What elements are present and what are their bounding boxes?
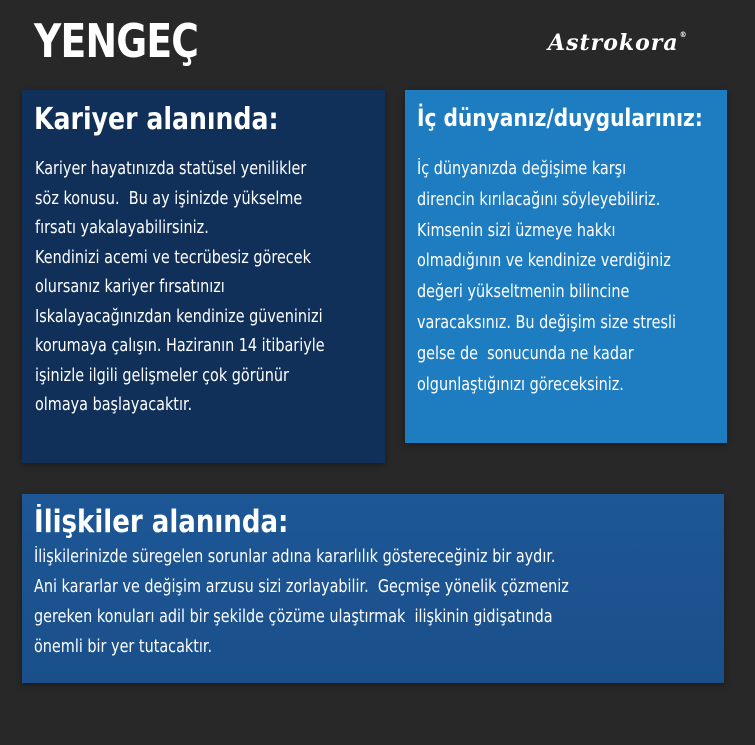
career-heading: Kariyer alanında:	[34, 102, 279, 137]
inner-world-card	[405, 90, 727, 443]
sign-title: YENGEÇ	[34, 14, 199, 68]
inner-world-text: İç dünyanızda değişime karşı direncin kırılacağını söyleyebiliriz. Kimsenin sizi üzmeye hakkı olmadığının ve kendinize verdiğiniz değeri yükseltmenin bilincine varacaksınız. Bu değişim size stresli gelse de sonucunda ne kadar olgunlaştığınızı göreceksiniz.	[417, 158, 676, 395]
brand-name: Astrokora	[548, 30, 679, 56]
brand-logo	[548, 30, 688, 56]
relationships-text: İlişkilerinizde süregelen sorunlar adına kararlılık göstereceğiniz bir aydır. Ani kararlar ve değişim arzusu sizi zorlayabilir. Geçmişe yönelik çözmeniz gereken konuları adil bir şekilde çözüme ulaştırmak ilişkinin gidişatında önemli bir yer tutacaktır.	[34, 546, 569, 657]
relationships-card	[22, 494, 724, 683]
registered-mark: ®	[679, 30, 688, 39]
relationships-heading: İlişkiler alanında:	[34, 504, 289, 540]
inner-world-heading: İç dünyanız/duygularınız:	[417, 104, 703, 132]
career-card	[22, 90, 385, 463]
career-text: Kariyer hayatınızda statüsel yenilikler söz konusu. Bu ay işinizde yükselme fırsatı yakalayabilirsiniz. Kendinizi acemi ve tecrübesiz görecek olursanız kariyer fırsatınızı Iskalayacağınızdan kendinize güveninizi korumaya çalışın. Haziranın 14 itibariyle işinizle ilgili gelişmeler çok görünür olmaya başlayacaktır.	[35, 158, 325, 415]
